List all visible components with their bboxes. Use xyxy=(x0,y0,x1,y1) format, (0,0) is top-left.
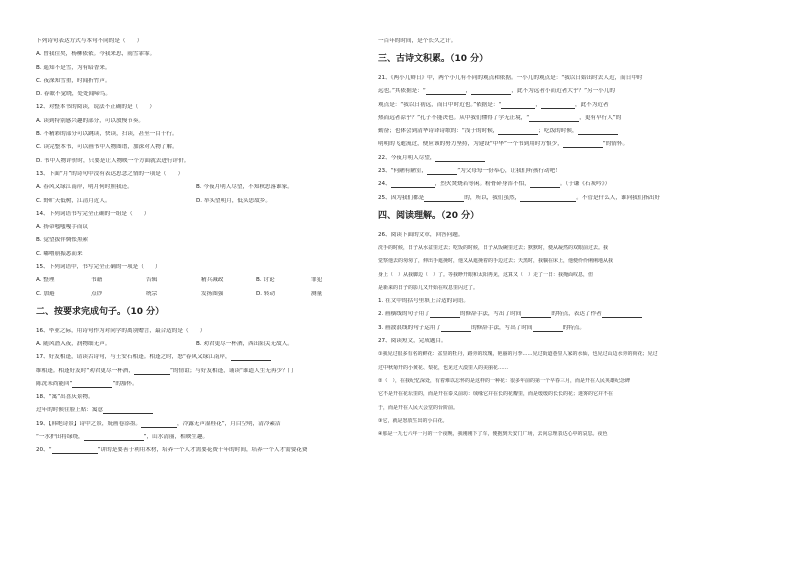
question-21-line xyxy=(378,102,768,109)
text: 25、因为我们都是 xyxy=(378,194,425,201)
option-b: B. 今夜月明人尽望，不知秋思落谁家。 xyxy=(196,184,293,191)
question-21-line xyxy=(378,88,768,95)
text: 远也。”其依据是：“ xyxy=(378,88,426,95)
word: 测量 xyxy=(311,290,323,297)
question-22-line xyxy=(378,155,768,162)
question-26-stem: 26、阅读下面的文章，回答问题。 xyxy=(378,231,464,238)
word: C. 加避 xyxy=(36,290,55,297)
text: 过年的时候往脸上贴：寓意 xyxy=(36,407,104,414)
word: 罪犯 xyxy=(311,277,323,284)
options-row xyxy=(36,184,374,191)
text: ，更有早行人”的 xyxy=(579,114,622,121)
word: 发扬图强 xyxy=(201,290,224,297)
option-b: B. 遥知不是雪，为有暗香来。 xyxy=(36,64,111,71)
question-17-line xyxy=(36,381,374,388)
option-d: D. 书中人物评价时，只要是让人物映一个方面就去进行评价。 xyxy=(36,157,190,164)
text: 19、【韩绝诗景】诗中之景，妩画卷添墨。 xyxy=(36,420,142,427)
question-21-line xyxy=(378,128,768,135)
question-21-line: 21、《两小儿辩日》中，两个小儿有不同的观点和依据。一小儿的观点是：“我以日始出时去人近，而日中时 xyxy=(378,75,643,81)
text: 陈洗未尚能回” xyxy=(36,380,73,387)
question-12-stem: 12、对整本书的阅读，说法不正确的是（ ） xyxy=(36,104,155,111)
answer-blank[interactable] xyxy=(103,407,153,414)
text: ，此不为远者小而近者大乎？”另一小儿的 xyxy=(511,88,615,95)
options-row xyxy=(36,277,374,284)
option-a: A. 读到特别感兴趣的部分，可以放慢节奏。 xyxy=(36,117,144,124)
text: 的特点。 xyxy=(562,324,585,331)
answer-blank[interactable] xyxy=(529,115,579,122)
text: 22、今夜月明人尽望， xyxy=(378,154,436,161)
section-heading: 三、古诗文积累。（10 分） xyxy=(378,54,489,64)
passage-line: ③它，就是怒放生出的小白花。 xyxy=(378,417,448,424)
word: D. 转动 xyxy=(256,290,276,297)
text: 的特点，表达了作者 xyxy=(551,311,602,318)
answer-blank[interactable] xyxy=(563,141,603,148)
word: B. 讨论 xyxy=(256,277,275,284)
option-b: B. 不精彩的部分可以跳读，快读，扫读，甚至一目十行。 xyxy=(36,131,178,138)
word: 书籍 xyxy=(91,277,103,284)
options-row xyxy=(36,341,374,348)
text: 3. 画波浪线的句子运用了 xyxy=(378,324,442,331)
passage-line: 它不是开在花坛里的，而是开在泰义前坊：绒缘它并在长的花瓣里，而是缓缓的长长的花；迷雾的它并不在 xyxy=(378,391,614,398)
question-17-line xyxy=(36,368,374,375)
passage-line: 身上（ ）从我脚边（ ）了。等我睁开眼和太阳再见，这算又（ ）走了一日：我掩面叹息，但 xyxy=(378,271,594,278)
answer-blank[interactable] xyxy=(435,155,485,162)
question-stem: 下列诗句表达方式与本句不同的是（ ） xyxy=(36,38,143,44)
text: 的修辞手法，写出了时间 xyxy=(471,324,533,331)
text: 的修辞手法，写出了时间 xyxy=(459,311,522,318)
text: “一水护田将绿绕， xyxy=(36,434,84,441)
left-column xyxy=(36,38,374,461)
answer-blank[interactable] xyxy=(72,381,112,388)
question-20-line xyxy=(36,447,374,454)
answer-blank[interactable] xyxy=(530,181,560,188)
passage-line: ①我见过很多有名的鲜花：盆里的牡丹，路旁的玫瑰，艳丽的月季……见过街道巷里人家的水仙，也见过山边水旁的荷花；见过 xyxy=(378,351,658,358)
text: ，冷露无声湿桂花”，月白空明，清冷素洁 xyxy=(177,420,281,427)
option-a: A. 随风潜入夜，润物细无声。 xyxy=(36,340,111,347)
text: 勤奋；也体会到清华诗译诗歌的：“浅于的时候， xyxy=(378,128,499,135)
answer-blank[interactable] xyxy=(134,368,170,375)
option-d: D. 举头望明月，低头思故乡。 xyxy=(196,197,271,204)
question-17-line xyxy=(36,354,374,361)
text: 2. 画横线的句子用了 xyxy=(378,311,430,318)
right-column xyxy=(378,38,768,444)
option-a: A. 春风又绿江南岸，明月何时照我还。 xyxy=(36,184,133,191)
option-a: A. 扬帚嗤嗤嘎手而议 xyxy=(36,224,89,231)
text: 23、“何陋有陋室， xyxy=(378,168,428,175)
answer-blank[interactable] xyxy=(391,181,435,188)
answer-blank[interactable] xyxy=(498,128,538,135)
text: ”的情怀。 xyxy=(602,141,629,148)
text: 热而远者凉乎？”孔子不能决也。从中我们懂得了学无止境，“ xyxy=(378,114,530,121)
word: 精兵减政 xyxy=(201,277,224,284)
answer-blank[interactable] xyxy=(602,311,642,318)
word: 告辑 xyxy=(146,277,158,284)
question-19-line xyxy=(36,434,374,441)
subquestion-2 xyxy=(378,311,768,318)
text: 17、好友相逢，请读古诗句，与王安石相逢。相逢之时，怒“春风又绿江南岸， xyxy=(36,354,231,361)
passage-line: ④那是一九七六年一月的一个夜晚，我刚刚下了车，便抱到天安门广场，去向总理表达心中的哀思。夜色 xyxy=(378,431,608,438)
answer-blank[interactable] xyxy=(84,434,144,441)
passage-line: 过中秋菊开的小黄花、梨花，也见过大漠里人的美丽花…… xyxy=(378,364,509,371)
question-21-line xyxy=(378,141,768,148)
answer-blank[interactable] xyxy=(541,102,575,109)
answer-blank[interactable] xyxy=(501,102,535,109)
passage-line: 于，而是开在人民大会堂的台阶前。 xyxy=(378,404,459,411)
option-b: B. 觉望拔伴惆怅黑索 xyxy=(36,237,89,244)
answer-blank[interactable] xyxy=(52,447,98,454)
text: ”为父母每一份奉心，让我们听孩行动吧！ xyxy=(457,168,561,175)
text: ”讲的是要善于利用木材，培养一个人才需要花费十年的时间，培养一个人才需要花费 xyxy=(97,447,308,454)
options-row xyxy=(36,291,374,298)
option-c: C. 读完整本书，可以画书中人物图谱，加深对人物了解。 xyxy=(36,144,178,151)
answer-blank[interactable] xyxy=(521,311,551,318)
question-15-stem: 15、下列词语中，书写完全正确的一项是（ ） xyxy=(36,264,161,271)
answer-blank[interactable] xyxy=(141,421,177,428)
option-b: B. 劝君更尽一杯酒，西出阳关无故人。 xyxy=(196,340,293,347)
answer-blank[interactable] xyxy=(430,311,460,318)
answer-blank[interactable] xyxy=(520,195,576,202)
option-a: A. 曾我往矣，杨柳依依。今我来思，雨雪霏霏。 xyxy=(36,51,156,58)
answer-blank[interactable] xyxy=(441,325,471,332)
text: 观点是：“我以日初远，而日中时近也。”依据是：“ xyxy=(378,101,502,108)
answer-blank[interactable] xyxy=(427,168,457,175)
text: 明明的飞逝流过，便应该的努力坚持，为建设“中华”一个书到用时方恨少， xyxy=(378,141,563,148)
answer-blank[interactable] xyxy=(533,325,563,332)
question-27-stem: 27、阅读短文，完成题目。 xyxy=(378,338,447,345)
subquestion-1: 1. 在文中的括号里填上合适的词语。 xyxy=(378,298,470,305)
text: ”，山水清丽，相映生趣。 xyxy=(143,434,209,441)
question-25-line xyxy=(378,195,768,202)
question-16-stem: 16、毕业之际，用诗句作为对同学的离别赠言，最合适的是（ ） xyxy=(36,327,206,334)
question-24-line xyxy=(378,181,768,188)
word: A. 整理 xyxy=(36,277,55,284)
question-14-stem: 14、下列词语书写完全正确的一组是（ ） xyxy=(36,210,150,217)
answer-blank[interactable] xyxy=(231,354,271,361)
option-d: D. 春眠不觉晓，处处闻啼鸟。 xyxy=(36,91,111,98)
question-19-line xyxy=(36,421,374,428)
text: 。（于谦《石灰吟》） xyxy=(559,181,611,188)
text: 20、“ xyxy=(36,447,52,454)
answer-blank[interactable] xyxy=(471,88,511,95)
question-18-line xyxy=(36,407,374,414)
text: ， xyxy=(465,88,472,95)
answer-blank[interactable] xyxy=(424,195,464,202)
question-21-line xyxy=(378,115,768,122)
question-23-line xyxy=(378,168,768,175)
option-c: C. 野旷天低树，江清月近人。 xyxy=(36,197,111,204)
options-row xyxy=(36,198,374,205)
text: 。不管是什么人，谁向我们指出好 xyxy=(576,194,661,201)
text: ；吃饭的时候， xyxy=(538,128,578,135)
word: 统宗 xyxy=(146,290,158,297)
text: ”的豁怀。 xyxy=(112,380,138,387)
subquestion-3 xyxy=(378,325,768,332)
question-13-stem: 13、下面“月”的诗句中没有表达思念之情的一项是（ ） xyxy=(36,170,184,177)
text: ，烈火焚烧若等闲。粉骨碎身浑不怕， xyxy=(434,181,530,188)
text: ”的情谊；与好友相逢，诵读“谁道人生无再少？门 xyxy=(170,367,294,374)
option-c: C. 夜深知雪重，时闻折竹声。 xyxy=(36,77,111,84)
answer-blank[interactable] xyxy=(426,88,466,95)
text: 24、 xyxy=(378,181,391,188)
section-heading: 四、阅读理解。（20 分） xyxy=(378,210,480,221)
text: 的，所以，我们虽然， xyxy=(464,194,521,201)
passage-line: ②（ ），在我纪忆深处，有着难以忘怀的是这样的一种花：很多年前的第一个早春三月，而是开在人民英雄纪念碑 xyxy=(378,377,630,384)
option-c: C. 嘟噜崩振悉而来 xyxy=(36,250,83,257)
text: ，此不为近者 xyxy=(574,101,609,108)
continued-text: 一百年的时间，是个长久之计。 xyxy=(378,38,457,44)
word: 点钞 xyxy=(91,290,103,297)
question-18-stem: 18、“寓”出喜庆景物。 xyxy=(36,394,94,401)
text: ， xyxy=(535,101,541,108)
answer-blank[interactable] xyxy=(578,128,618,135)
passage-line: 洗手的时候，日子从水盆里过去；吃饭的时候，日子从饭碗里过去；默默时，便从凝然的双眼前过去。我 xyxy=(378,244,609,251)
section-heading: 二、按要求完成句子。（10 分） xyxy=(36,306,165,317)
text: 维相逢。相逢好友时“劝君更尽一杯酒， xyxy=(36,367,134,374)
passage-line: 觉察他去的匆匆了，伸出手遮挽时，他又从遮挽着的手边过去；天黑时，我躺在床上，他便伶伶俐俐地从我 xyxy=(378,258,614,265)
passage-line: 是新来的日子的影儿又开始在叹息里闪过了。 xyxy=(378,284,479,291)
